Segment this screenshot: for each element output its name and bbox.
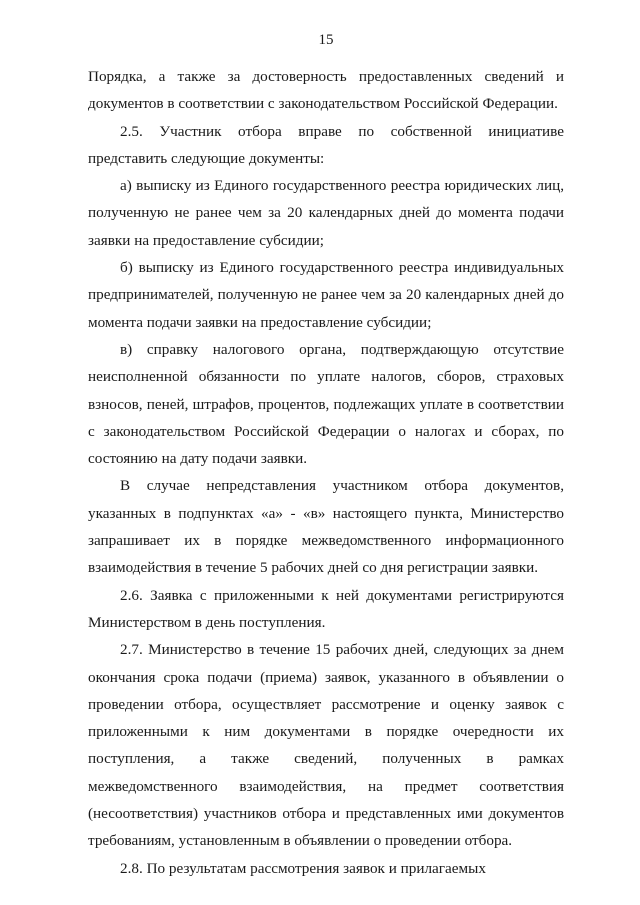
paragraph-2-8: 2.8. По результатам рассмотрения заявок и прилагаемых xyxy=(120,859,486,877)
document-page xyxy=(88,30,564,882)
paragraph-2-5-b: б) выписку из Единого государственного реестра индивидуальных предпринимателей, полученную не ранее чем за 20 календарных дней до момента подачи заявки на предоставление субсидии; xyxy=(88,259,564,331)
paragraph-2-7: 2.7. Министерство в течение 15 рабочих дней, следующих за днем окончания срока подачи (приема) заявок, указанного в объявлении о проведении отбора, осуществляет рассмотрение и оценку заявок с приложенными к ним документами в порядке очередности их поступления, а также сведений, полученных в рамках межведомственного взаимодействия, на предмет соответствия (несоответствия) участников отбора и представленных ими документов требованиям, установленным в объявлении о проведении отбора. xyxy=(88,641,564,850)
paragraph-2-5-v: в) справку налогового органа, подтверждающую отсутствие неисполненной обязанности по уплате налогов, сборов, страховых взносов, пеней, штрафов, процентов, подлежащих уплате в соответствии с законодательством Российской Федерации о налогах и сборах, по состоянию на дату подачи заявки. xyxy=(88,340,564,468)
paragraph-2-5-a: а) выписку из Единого государственного реестра юридических лиц, полученную не ранее чем за 20 календарных дней до момента подачи заявки на предоставление субсидии; xyxy=(88,177,564,249)
paragraph-2-5-note: В случае непредставления участником отбора документов, указанных в подпунктах «а» - «в» настоящего пункта, Министерство запрашивает их в порядке межведомственного информационного взаимодействия в течение 5 рабочих дней со дня регистрации заявки. xyxy=(88,477,564,577)
page-number: 15 xyxy=(318,32,334,48)
paragraph-2-6: 2.6. Заявка с приложенными к ней документами регистрируются Министерством в день поступления. xyxy=(88,586,564,631)
paragraph-continuation: Порядка, а также за достоверность предоставленных сведений и документов в соответствии с законодательством Российской Федерации. xyxy=(88,68,564,113)
paragraph-2-5: 2.5. Участник отбора вправе по собственной инициативе представить следующие документы: xyxy=(88,122,564,167)
